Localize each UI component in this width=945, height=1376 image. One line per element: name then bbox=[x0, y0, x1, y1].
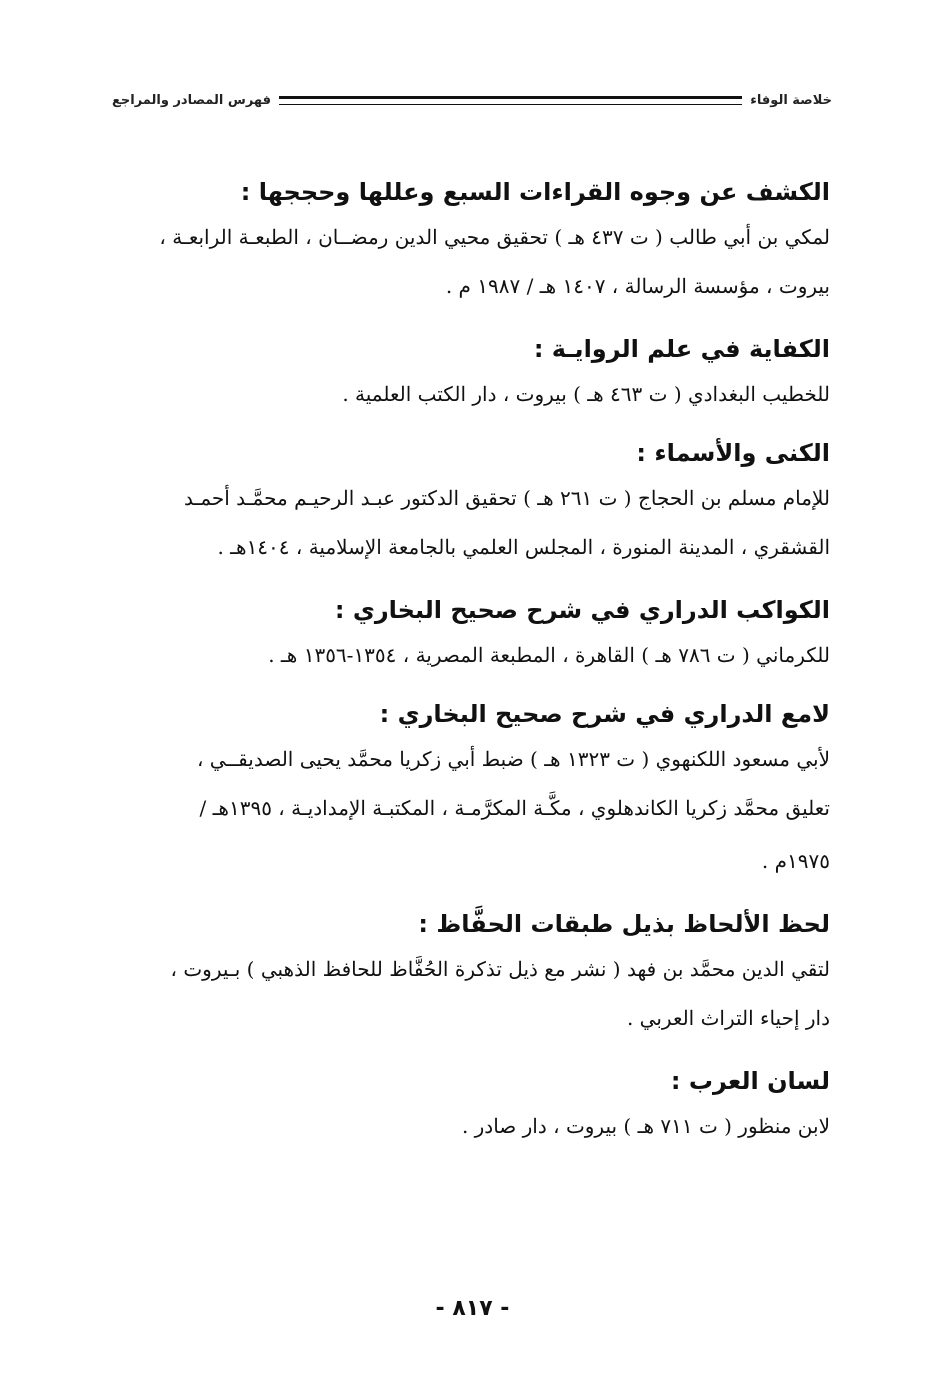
header-book-title: خلاصة الوفاء bbox=[750, 92, 832, 108]
entry-title: لسان العرب : bbox=[670, 1067, 830, 1095]
bibliography-entry bbox=[112, 327, 830, 417]
entry-line: لمكي بن أبي طالب ( ت ٤٣٧ هـ ) تحقيق محيي الدين رمضــان ، الطبعـة الرابعـة ، bbox=[159, 225, 830, 249]
entry-title: الكشف عن وجوه القراءات السبع وعللها وحججها : bbox=[240, 178, 830, 206]
entry-line: للخطيب البغدادي ( ت ٤٦٣ هـ ) بيروت ، دار الكتب العلمية . bbox=[342, 382, 830, 406]
entry-title: الكفاية في علم الروايـة : bbox=[533, 335, 830, 363]
entry-line: للإمام مسلم بن الحجاج ( ت ٢٦١ هـ ) تحقيق الدكتور عبـد الرحيـم محمَّـد أحمـد bbox=[183, 486, 830, 510]
bibliography-entry bbox=[112, 170, 830, 313]
page-number: - ٨١٧ - bbox=[435, 1296, 510, 1321]
bibliography-list bbox=[112, 170, 830, 1163]
bibliography-entry bbox=[112, 588, 830, 678]
bibliography-entry bbox=[112, 1059, 830, 1149]
entry-title: لحظ الألحاظ بذيل طبقات الحفَّاظ : bbox=[418, 910, 830, 938]
header-rule bbox=[279, 96, 742, 105]
bibliography-entry bbox=[112, 431, 830, 574]
entry-line: لأبي مسعود اللكنهوي ( ت ١٣٢٣ هـ ) ضبط أبي زكريا محمَّد يحيى الصديقــي ، bbox=[196, 747, 830, 771]
entry-line: لتقي الدين محمَّد بن فهد ( نشر مع ذيل تذكرة الحُفَّاظ للحافظ الذهبي ) بـيروت ، bbox=[170, 957, 830, 981]
header-section-title: فهرس المصادر والمراجع bbox=[112, 92, 271, 108]
running-header bbox=[112, 88, 832, 112]
bibliography-entry bbox=[112, 902, 830, 1045]
entry-title: لامع الدراري في شرح صحيح البخاري : bbox=[379, 700, 830, 728]
entry-line: القشقري ، المدينة المنورة ، المجلس العلمي بالجامعة الإسلامية ، ١٤٠٤هـ . bbox=[217, 535, 830, 559]
entry-line: تعليق محمَّد زكريا الكاندهلوي ، مكَّـة المكرَّمـة ، المكتبـة الإمداديـة ، ١٣٩٥هـ / bbox=[199, 796, 830, 820]
entry-title: الكواكب الدراري في شرح صحيح البخاري : bbox=[334, 596, 830, 624]
entry-line: لابن منظور ( ت ٧١١ هـ ) بيروت ، دار صادر . bbox=[461, 1114, 830, 1138]
entry-title: الكنى والأسماء : bbox=[636, 439, 830, 467]
entry-line: دار إحياء التراث العربي . bbox=[626, 1006, 830, 1030]
entry-line: للكرماني ( ت ٧٨٦ هـ ) القاهرة ، المطبعة المصرية ، ١٣٥٤-١٣٥٦ هـ . bbox=[268, 643, 830, 667]
bibliography-entry bbox=[112, 692, 830, 888]
entry-line: بيروت ، مؤسسة الرسالة ، ١٤٠٧ هـ / ١٩٨٧ م . bbox=[445, 274, 830, 298]
entry-line: ١٩٧٥م . bbox=[761, 849, 830, 873]
